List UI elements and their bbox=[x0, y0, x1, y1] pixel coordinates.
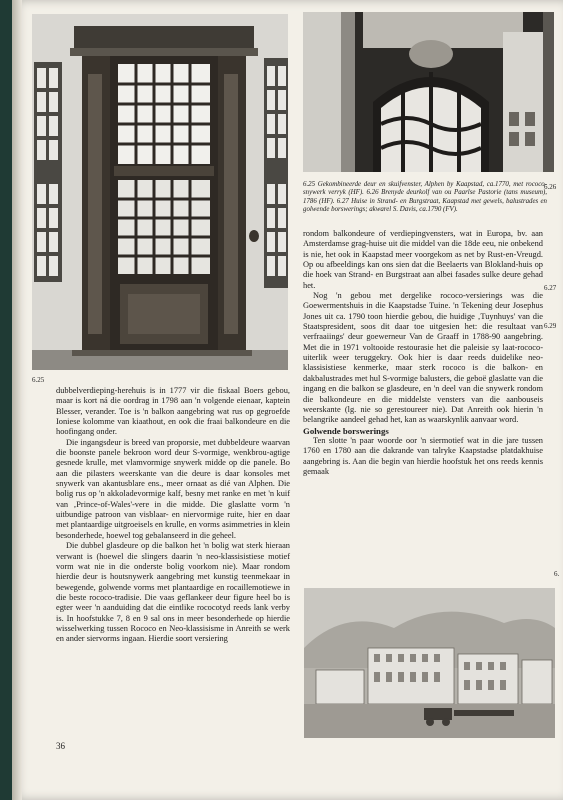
page-number: 36 bbox=[56, 741, 65, 751]
photo-street-watercolour-6-27 bbox=[304, 588, 555, 738]
paragraph: Ten slotte 'n paar woorde oor 'n siermotief wat in die jare tussen 1760 en 1780 aan die dakrande van talryke Kaapstadse platdakhuise aangebring is. Aan die begin van hierdie hoofstuk het ons reeds kennis gemaak bbox=[303, 435, 543, 476]
margin-number: 6. bbox=[554, 570, 560, 578]
book-page bbox=[12, 0, 563, 800]
paragraph: Nog 'n gebou met dergelike rococo-versierings was die Goewermentshuis in die Kaapstadse Tuine. 'n Tekening deur Josephus Jones uit ca. 1790 toon hierdie gebou, die huidige ‚Tuynhuys' van die Staatspresident, soos dit daar toe uitgesien het: die resultaat van verfraaiings' deur goewerneur Van de Graaff in 1788-90 aangebring. Met die in 1971 voltooide restourasie het die paleisie sy laat-rococo-uiterlik weer teruggekry. Ook hier is daar reeds duidelike neo-klassisistiese kenmerke, maar sterk rococo is die balkon- en dakbalustrades met hul S-vormige balusters, die geboë glaslatte van die ingang en die balkon se glasdeure, en 'n deel van die snywerk rondom die balkondeure en die middelste vensters van die aanbouseis weerskante (lg. nie so gerestoureer nie). Dat Anreith ook hierin 'n belangrike aandeel gehad het, kan as waarskynlik aanvaar word. bbox=[303, 291, 543, 425]
margin-number: 6.25 bbox=[32, 376, 45, 384]
photo-door-detail-6-26 bbox=[303, 12, 554, 172]
margin-number: 6.27 bbox=[544, 284, 557, 292]
paragraph: rondom balkondeure of verdiepingvensters, wat in Europa, bv. aan Amsterdamse grag-huise uit die middel van die 18de eeu, nie onbekend is nie, het ook in Kaapstad meer voorgekom as net by Rust-en-Vreugd. Op ou afbeeldings kan ons sien dat die Beelaerts van Blokland-huis op die hoek van Strand- en Burgstraat aan albei fasades sulke deure gehad het. bbox=[303, 229, 543, 290]
section-heading: Golwende borswerings bbox=[303, 425, 389, 436]
page-spine-shadow bbox=[12, 0, 22, 800]
margin-number: 6.26 bbox=[544, 183, 557, 191]
figure-caption: 6.25 Gekombineerde deur en skuifvenster, Alphen by Kaapstad, ca.1770, met rococo-snywerk verryk (HF). 6.26 Brenyde deurkolf van ou Paarlse Pastorie (tans museum), 1786 (HF). 6.27 Huise in Strand- en Burgstraat, Kaapstad met gewels, balustrades en golwende borswerings; akwarel S. Davis, ca.1790 (FV). bbox=[303, 181, 547, 214]
paragraph: Die ingangsdeur is breed van proporsie, met dubbeldeure waarvan die boonste panele bekroon word deur S-vormige, wenkbrou-agtige gesnede krulle, met vlamvormige snywerk midde op die panele. Bo aan die pilasters weerskante van die deure is daar konsoles met snywerk van akantusblare ens., meer ornaat as dié van Alphen. Die bolig rus op 'n akkoladevormige kalf, besny met ranke en met 'n kuif van ‚Prince-of-Wales'-vere in die midde. Die glaslatte vorm 'n uitbundige patroon van visblaar- en niervormige ruite, hier en daar met plantaardige uitgroeisels en krulle, en vorms asimmetries in klein besonderhede, hoewel tog gebalanseerd in die geheel. bbox=[56, 437, 290, 540]
margin-number: 6.29 bbox=[544, 322, 557, 330]
left-text-column bbox=[56, 386, 290, 645]
paragraph: dubbelverdieping-herehuis is in 1777 vir die fiskaal Boers gebou, maar is kort ná die oordrag in 1798 aan 'n volgende eienaar, kaptein Blesser, verander. Toe is 'n balkon aangebring wat rus op gegroefde Ioniese kolomme van kiaathout, en ook die fraai balkondeure en die hoofingang onder. bbox=[56, 386, 290, 437]
paragraph: Die dubbel glasdeure op die balkon het 'n bolig wat sterk hieraan verwant is (hoewel die slingers daarin 'n neo-klassisistiese motief vorm wat nie in die onderste bolig voorkom nie). Maar rondom hierdie deur is houtsnywerk aangebring met kunstig teenmekaar in bewegende, golwende vorms met plantaardige en rocaillemotiewe in die beste rococo-tradisie. Die vaas geflankeer deur figure heel bo is egter weer 'n aanduiding dat die eintlike rococotyd reeds lank verby is. In hoofstukke 7, 8 en 9 sal ons in meer besonderhede op hierdie wisselwerking tussen Rococo en Neo-klassisisme in Anreith se werk en ander siervorms ingaan. Hierdie soort versiering bbox=[56, 541, 290, 644]
right-text-column bbox=[303, 229, 543, 477]
photo-doorway-6-25 bbox=[32, 14, 288, 370]
